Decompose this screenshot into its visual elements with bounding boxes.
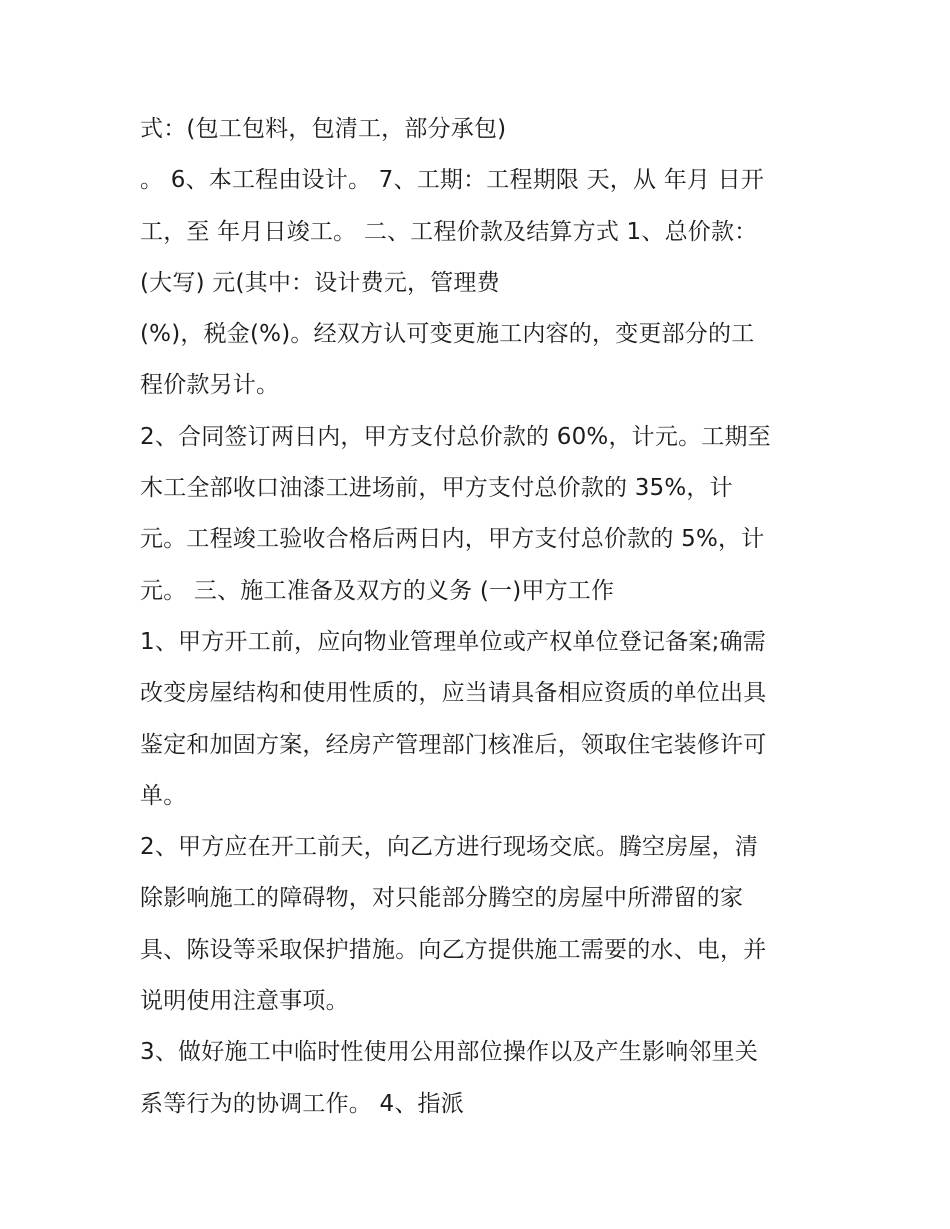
text-line: 2、甲方应在开工前天，向乙方进行现场交底。腾空房屋，清 (140, 834, 759, 861)
text-line: 式：(包工包料，包清工，部分承包) (140, 116, 507, 142)
text-line: 木工全部收口油漆工进场前，甲方支付总价款的 35%，计 (140, 475, 733, 502)
text-line: 具、陈设等采取保护措施。向乙方提供施工需要的水、电，并 (140, 936, 767, 963)
text-line: 说明使用注意事项。 (140, 988, 349, 1015)
text-line: 2、合同签订两日内，甲方支付总价款的 60%，计元。工期至 (140, 423, 771, 450)
text-line: (大写) 元(其中：设计费元，管理费 (140, 269, 500, 296)
text-line: 工，至 年月日竣工。 二、工程价款及结算方式 1、总价款： (140, 218, 758, 245)
text-line: 3、做好施工中临时性使用公用部位操作以及产生影响邻里关 (140, 1039, 759, 1066)
text-line: 程价款另计。 (140, 372, 280, 399)
text-line: 元。工程竣工验收合格后两日内，甲方支付总价款的 5%，计 (140, 526, 765, 553)
text-line: 1、甲方开工前，应向物业管理单位或产权单位登记备案;确需 (140, 628, 766, 655)
text-line: 元。 三、施工准备及双方的义务 (一)甲方工作 (140, 577, 615, 604)
text-line: 。 6、本工程由设计。 7、工期：工程期限 天，从 年月 日开 (140, 167, 765, 194)
document-body (140, 104, 830, 1130)
text-line: 除影响施工的障碍物，对只能部分腾空的房屋中所滞留的家 (140, 885, 744, 912)
text-line: 改变房屋结构和使用性质的，应当请具备相应资质的单位出具 (140, 680, 767, 707)
text-line: 单。 (140, 782, 187, 809)
text-line: 鉴定和加固方案，经房产管理部门核准后，领取住宅装修许可 (140, 731, 767, 758)
text-line: (%)，税金(%)。经双方认可变更施工内容的，变更部分的工 (140, 321, 755, 348)
text-line: 系等行为的协调工作。 4、指派 (140, 1090, 464, 1117)
